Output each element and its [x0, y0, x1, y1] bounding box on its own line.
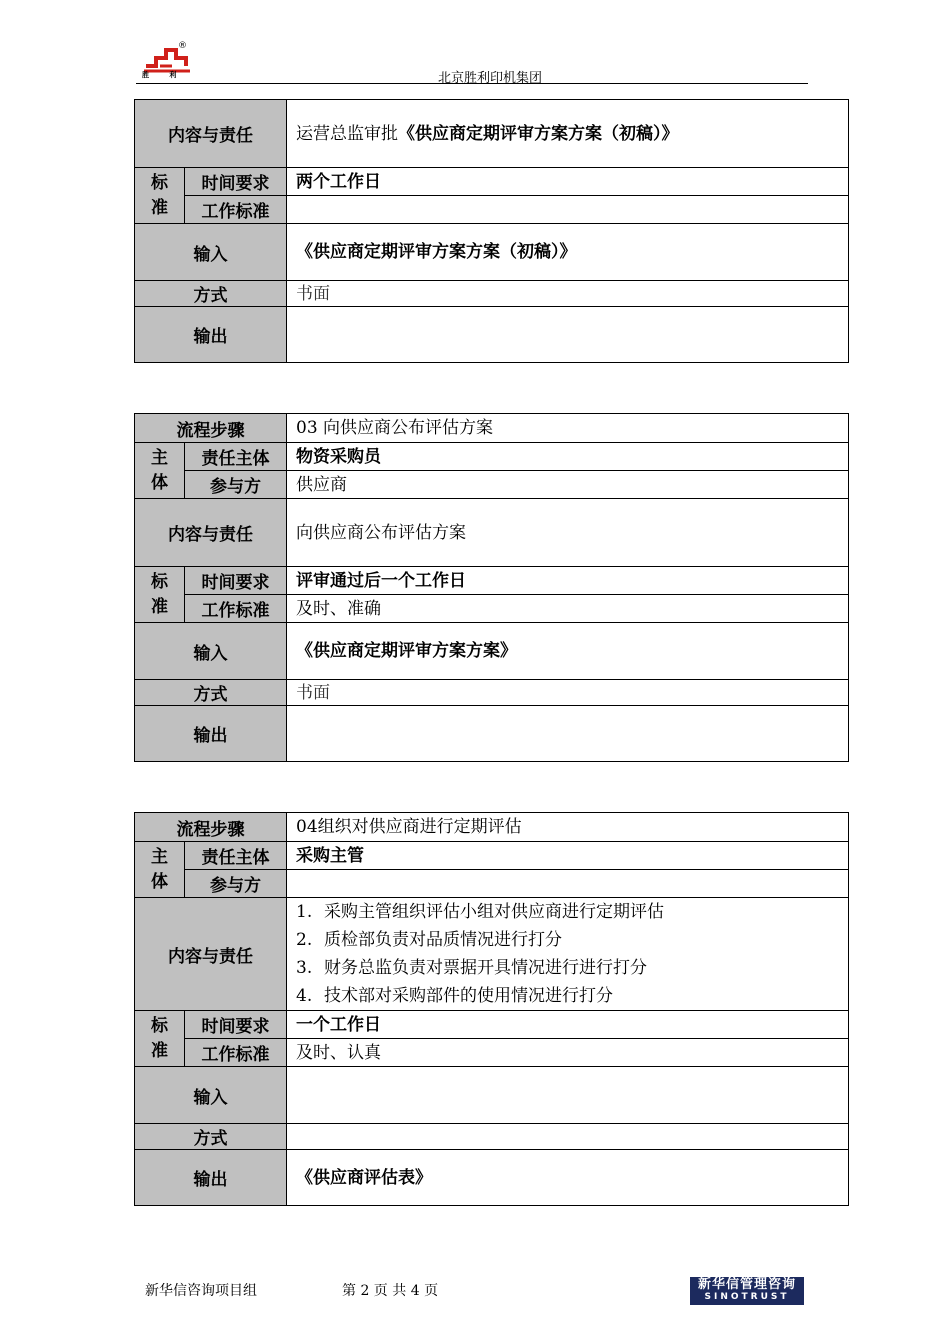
method-value: 书面 [287, 680, 849, 706]
subject-label: 主体 [135, 842, 185, 898]
page-header [136, 40, 808, 84]
output-label: 输出 [135, 307, 287, 363]
subject-label: 主体 [135, 443, 185, 499]
step-value: 03 向供应商公布评估方案 [287, 414, 849, 443]
input-label: 输入 [135, 1067, 287, 1124]
participant-value [287, 870, 849, 898]
step-value: 04组织对供应商进行定期评估 [287, 813, 849, 842]
list-item: 2. 质检部负责对品质情况进行打分 [296, 930, 562, 950]
time-value: 一个工作日 [287, 1011, 849, 1039]
output-value [287, 307, 849, 363]
work-standard-value: 及时、认真 [287, 1039, 849, 1067]
input-label: 输入 [135, 224, 287, 281]
sinotrust-logo [690, 1277, 804, 1305]
work-standard-value: 及时、准确 [287, 595, 849, 623]
process-table-1 [134, 99, 849, 363]
method-label: 方式 [135, 1124, 287, 1150]
input-value [287, 1067, 849, 1124]
work-standard-label: 工作标准 [185, 595, 287, 623]
standard-label: 标准 [135, 1011, 185, 1067]
output-value: 《供应商评估表》 [287, 1150, 849, 1206]
process-table-3 [134, 812, 849, 1206]
participant-value: 供应商 [287, 471, 849, 499]
page-number: 第 2 页 共 4 页 [342, 1283, 439, 1299]
step-label: 流程步骤 [135, 414, 287, 443]
time-label: 时间要求 [185, 1011, 287, 1039]
list-item: 4. 技术部对采购部件的使用情况进行打分 [296, 986, 613, 1006]
content-bold: 《供应商定期评审方案方案（初稿）》 [398, 123, 679, 144]
company-name: 北京胜利印机集团 [438, 71, 543, 86]
content-value [287, 100, 849, 168]
input-value: 《供应商定期评审方案方案（初稿）》 [287, 224, 849, 281]
output-value [287, 706, 849, 762]
responsible-value: 物资采购员 [287, 443, 849, 471]
output-label: 输出 [135, 1150, 287, 1206]
participant-label: 参与方 [185, 870, 287, 898]
work-standard-label: 工作标准 [185, 1039, 287, 1067]
content-list-cell [287, 898, 849, 1011]
responsible-value: 采购主管 [287, 842, 849, 870]
step-label: 流程步骤 [135, 813, 287, 842]
footer-project-group: 新华信咨询项目组 [145, 1283, 257, 1299]
content-value: 向供应商公布评估方案 [287, 499, 849, 567]
responsible-label: 责任主体 [185, 842, 287, 870]
method-label: 方式 [135, 281, 287, 307]
registered-mark: ® [178, 41, 187, 51]
method-value: 书面 [287, 281, 849, 307]
time-value: 评审通过后一个工作日 [287, 567, 849, 595]
input-label: 输入 [135, 623, 287, 680]
brand-en: SINOTRUST [704, 1292, 790, 1302]
participant-label: 参与方 [185, 471, 287, 499]
time-label: 时间要求 [185, 168, 287, 196]
time-label: 时间要求 [185, 567, 287, 595]
content-label: 内容与责任 [135, 100, 287, 168]
standard-label: 标准 [135, 168, 185, 224]
method-value [287, 1124, 849, 1150]
logo-text: 胜 利 [142, 71, 186, 79]
content-plain: 运营总监审批 [296, 123, 398, 144]
content-label: 内容与责任 [135, 898, 287, 1011]
method-label: 方式 [135, 680, 287, 706]
content-label: 内容与责任 [135, 499, 287, 567]
standard-label: 标准 [135, 567, 185, 623]
brand-cn: 新华信管理咨询 [697, 1277, 796, 1292]
responsible-label: 责任主体 [185, 443, 287, 471]
work-standard-label: 工作标准 [185, 196, 287, 224]
list-item: 1. 采购主管组织评估小组对供应商进行定期评估 [296, 902, 664, 922]
header-divider [136, 83, 808, 84]
responsibility-list [296, 898, 848, 1010]
process-table-2 [134, 413, 849, 762]
list-item: 3. 财务总监负责对票据开具情况进行进行打分 [296, 958, 647, 978]
input-value: 《供应商定期评审方案方案》 [287, 623, 849, 680]
time-value: 两个工作日 [287, 168, 849, 196]
work-standard-value [287, 196, 849, 224]
output-label: 输出 [135, 706, 287, 762]
